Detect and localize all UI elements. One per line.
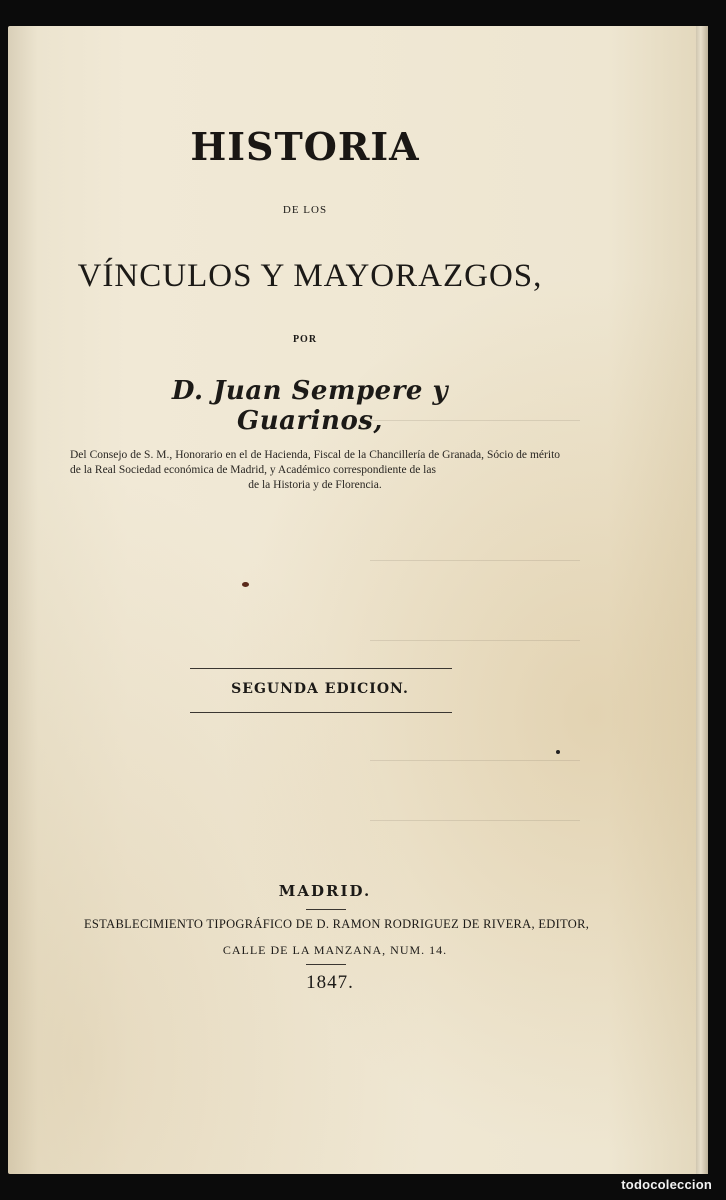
imprint-city: MADRID.	[278, 882, 372, 900]
author-description	[70, 448, 560, 493]
bleed-through-line	[370, 560, 580, 561]
bleed-through-line	[370, 640, 580, 641]
edition-label: SEGUNDA EDICION.	[231, 681, 409, 697]
bleed-through-line	[370, 820, 580, 821]
bleed-through-line	[370, 760, 580, 761]
by-label: POR	[292, 334, 318, 345]
book-title: HISTORIA	[190, 124, 420, 169]
imprint-year: 1847.	[306, 972, 354, 993]
ink-spot	[242, 582, 249, 587]
ink-spot	[556, 750, 560, 754]
subtitle-connector: DE LOS	[282, 204, 328, 216]
imprint-address: CALLE DE LA MANZANA, NUM. 14.	[222, 943, 448, 957]
photo-background	[0, 1174, 726, 1200]
book-page	[8, 26, 698, 1174]
imprint-printer: ESTABLECIMIENTO TIPOGRÁFICO DE D. RAMON RODRIGUEZ DE RIVERA, EDITOR,	[84, 917, 590, 931]
edition-rule-bottom	[190, 712, 452, 713]
author-name: D. Juan Sempere y Guarinos,	[171, 376, 449, 436]
book-subtitle: VÍNCULOS Y MAYORAZGOS,	[77, 258, 543, 294]
author-description-line: Del Consejo de S. M., Honorario en el de Hacienda, Fiscal de la Chancillería de Granada,	[70, 449, 485, 461]
author-description-line: Sócio de mérito de la Real Sociedad económica de Madrid, y Académico correspondiente de las	[70, 449, 561, 476]
author-description-line: de la Historia y de Florencia.	[248, 479, 382, 491]
imprint-divider	[306, 909, 346, 910]
imprint-divider	[306, 964, 346, 965]
edition-rule-top	[190, 668, 452, 669]
watermark-logo: todocoleccion	[621, 1177, 712, 1192]
page-edge	[696, 26, 708, 1174]
